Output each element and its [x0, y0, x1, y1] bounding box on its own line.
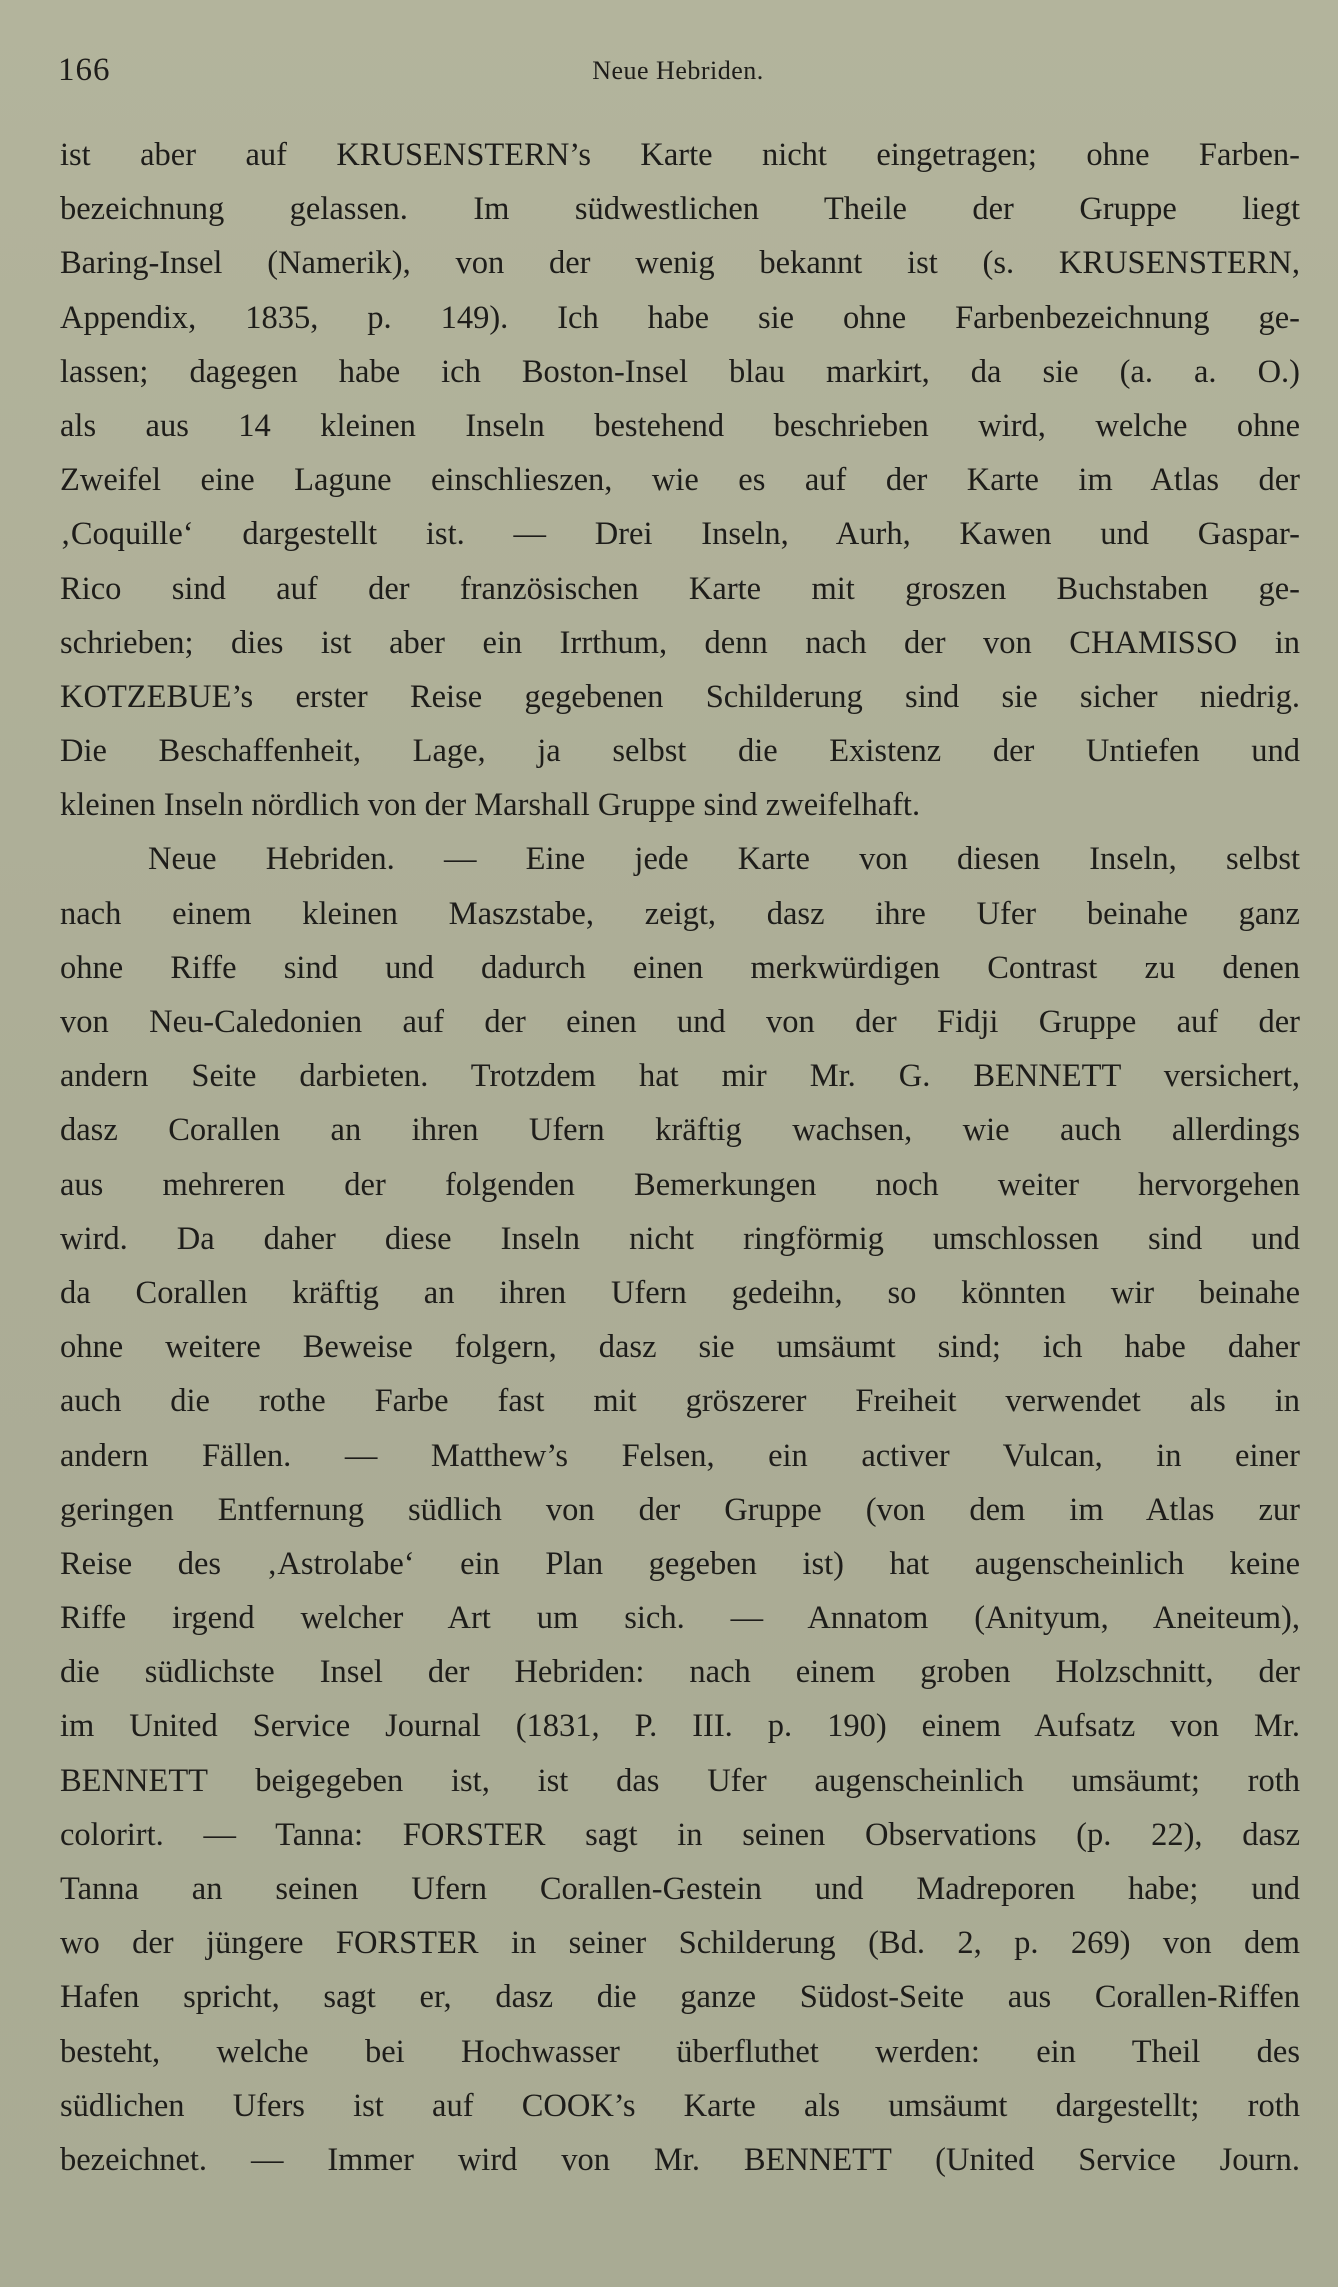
text-line: Die Beschaffenheit, Lage, ja selbst die Existenz der Untiefen und: [60, 733, 1300, 770]
text-line: BENNETT beigegeben ist, ist das Ufer augenscheinlich umsäumt; roth: [60, 1762, 1300, 1799]
text-line: auch die rothe Farbe fast mit gröszerer Freiheit verwendet als in: [60, 1383, 1300, 1420]
text-line: andern Fällen. — Matthew’s Felsen, ein activer Vulcan, in einer: [60, 1437, 1300, 1474]
text-line: Riffe irgend welcher Art um sich. — Annatom (Anityum, Aneiteum),: [60, 1600, 1300, 1637]
text-line: Rico sind auf der französischen Karte mit groszen Buchstaben ge-: [60, 570, 1300, 607]
text-line: Zweifel eine Lagune einschlieszen, wie es auf der Karte im Atlas der: [60, 462, 1300, 499]
text-line: bezeichnet. — Immer wird von Mr. BENNETT (United Service Journ.: [60, 2141, 1300, 2178]
text-line: wo der jüngere FORSTER in seiner Schilderung (Bd. 2, p. 269) von dem: [60, 1925, 1300, 1962]
text-line: besteht, welche bei Hochwasser überfluthet werden: ein Theil des: [60, 2033, 1300, 2070]
running-title: Neue Hebriden.: [592, 56, 764, 85]
text-line: die südlichste Insel der Hebriden: nach einem groben Holzschnitt, der: [60, 1654, 1300, 1691]
text-line: colorirt. — Tanna: FORSTER sagt in seinen Observations (p. 22), dasz: [60, 1816, 1300, 1853]
text-line: ohne Riffe sind und dadurch einen merkwürdigen Contrast zu denen: [60, 949, 1300, 986]
text-line: ‚Coquille‘ dargestellt ist. — Drei Inseln, Aurh, Kawen und Gaspar-: [60, 516, 1300, 553]
text-line: Reise des ‚Astrolabe‘ ein Plan gegeben ist) hat augenscheinlich keine: [60, 1545, 1300, 1582]
text-line: ist aber auf KRUSENSTERN’s Karte nicht eingetragen; ohne Farben-: [60, 137, 1300, 173]
body-text: [60, 128, 1300, 2187]
text-line: Baring-Insel (Namerik), von der wenig bekannt ist (s. KRUSENSTERN,: [60, 245, 1300, 282]
text-line: ohne weitere Beweise folgern, dasz sie umsäumt sind; ich habe daher: [60, 1329, 1300, 1366]
page-number: 166: [58, 52, 111, 88]
text-line: Hafen spricht, sagt er, dasz die ganze Südost-Seite aus Corallen-Riffen: [60, 1979, 1300, 2016]
text-line: nach einem kleinen Maszstabe, zeigt, dasz ihre Ufer beinahe ganz: [60, 895, 1300, 932]
text-line: von Neu-Caledonien auf der einen und von der Fidji Gruppe auf der: [60, 1004, 1300, 1040]
text-line: schrieben; dies ist aber ein Irrthum, denn nach der von CHAMISSO in: [60, 624, 1300, 661]
text-line: im United Service Journal (1831, P. III. p. 190) einem Aufsatz von Mr.: [60, 1708, 1300, 1745]
paragraph-start-line: Neue Hebriden. — Eine jede Karte von diesen Inseln, selbst: [148, 841, 1300, 878]
text-line: kleinen Inseln nördlich von der Marshall Gruppe sind zweifelhaft.: [60, 787, 921, 824]
text-line: da Corallen kräftig an ihren Ufern gedeihn, so könnten wir beinahe: [60, 1274, 1300, 1311]
text-line: südlichen Ufers ist auf COOK’s Karte als umsäumt dargestellt; roth: [60, 2087, 1300, 2124]
text-line: Appendix, 1835, p. 149). Ich habe sie ohne Farbenbezeichnung ge-: [60, 299, 1300, 336]
text-line: Tanna an seinen Ufern Corallen-Gestein und Madreporen habe; und: [60, 1871, 1300, 1907]
text-line: KOTZEBUE’s erster Reise gegebenen Schilderung sind sie sicher niedrig.: [60, 678, 1300, 715]
text-line: geringen Entfernung südlich von der Gruppe (von dem im Atlas zur: [60, 1491, 1300, 1528]
text-line: wird. Da daher diese Inseln nicht ringförmig umschlossen sind und: [60, 1220, 1300, 1257]
text-line: als aus 14 kleinen Inseln bestehend beschrieben wird, welche ohne: [60, 407, 1300, 444]
text-line: dasz Corallen an ihren Ufern kräftig wachsen, wie auch allerdings: [60, 1112, 1300, 1149]
text-line: andern Seite darbieten. Trotzdem hat mir Mr. G. BENNETT versichert,: [60, 1058, 1300, 1095]
page-header: [58, 52, 1298, 96]
text-line: lassen; dagegen habe ich Boston-Insel blau markirt, da sie (a. a. O.): [60, 353, 1300, 390]
text-line: aus mehreren der folgenden Bemerkungen noch weiter hervorgehen: [60, 1166, 1300, 1203]
text-line: bezeichnung gelassen. Im südwestlichen Theile der Gruppe liegt: [60, 191, 1300, 228]
